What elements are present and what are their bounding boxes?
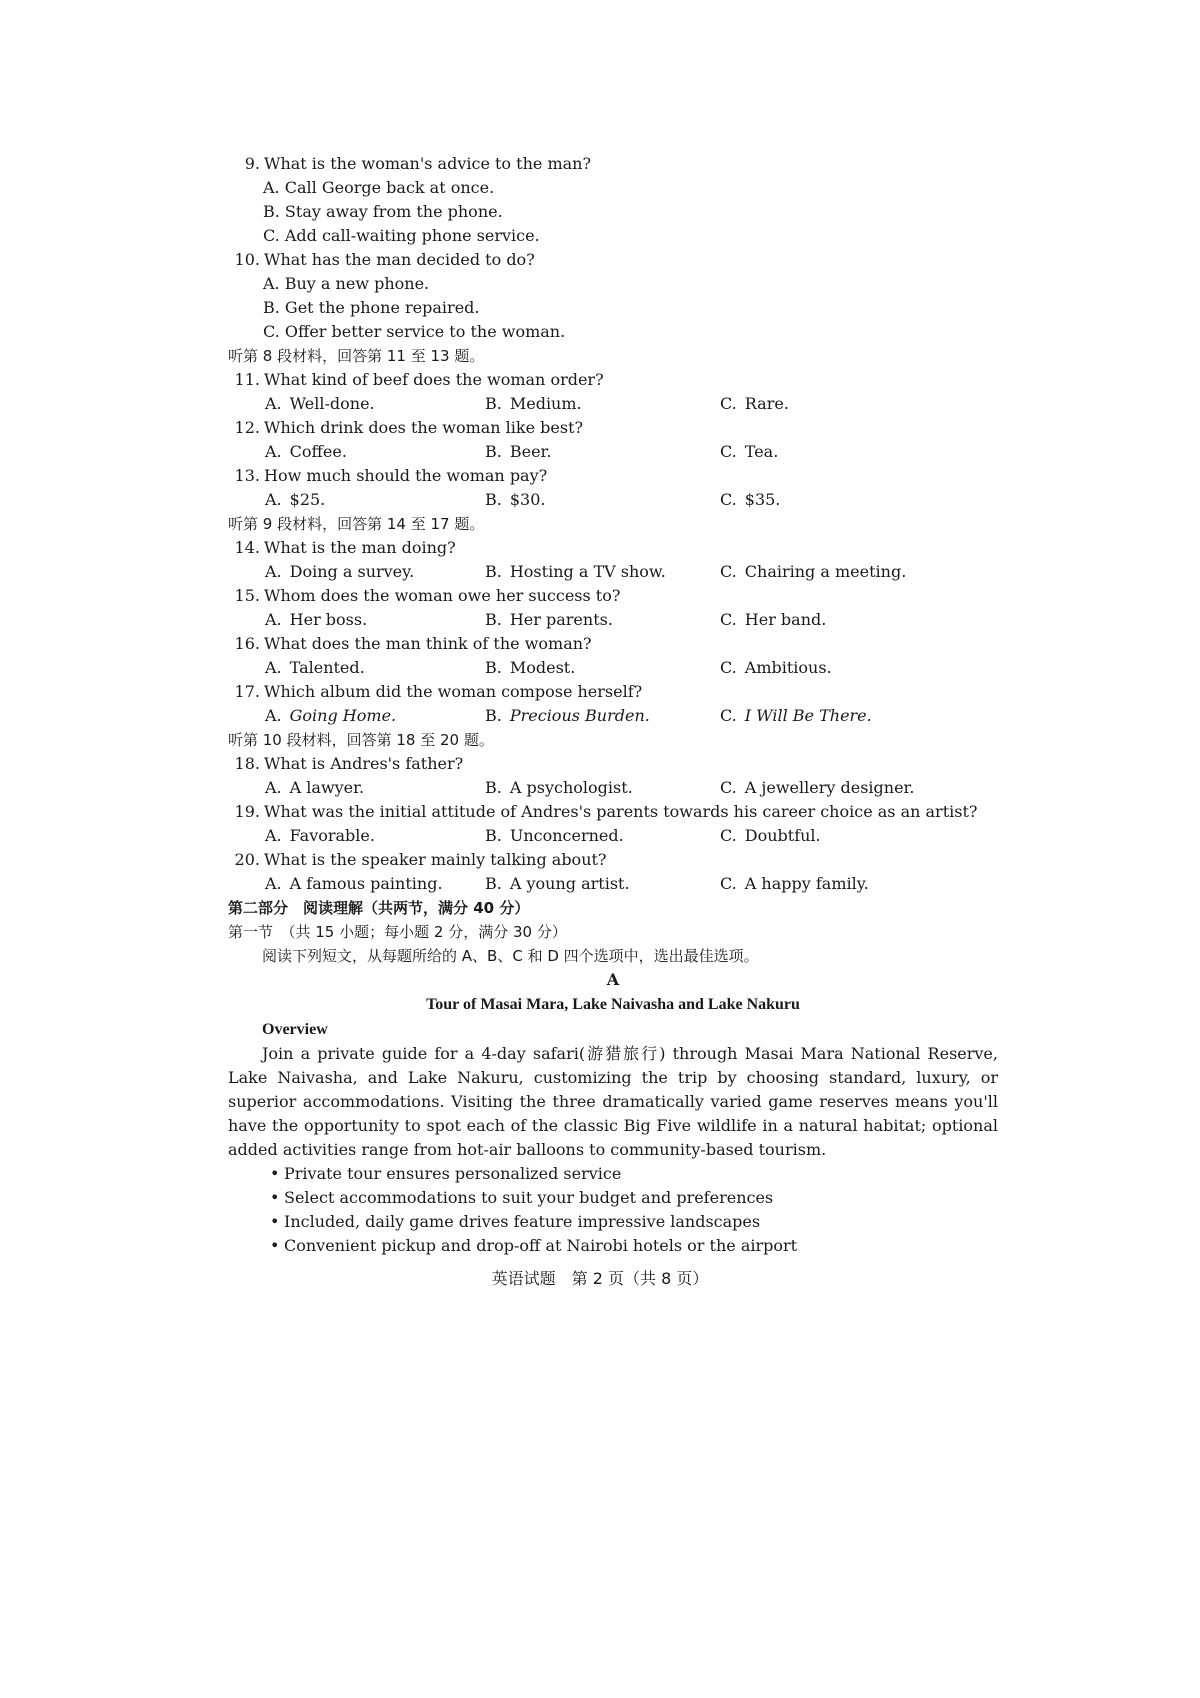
option-c: C. Her band. — [720, 610, 827, 629]
question-18 — [228, 752, 998, 776]
option-c: C. I Will Be There. — [720, 706, 872, 725]
option-b: B. $30. — [485, 490, 546, 509]
option-b: B. Unconcerned. — [485, 826, 624, 845]
option-a: A. A famous painting. — [265, 874, 443, 893]
options-row — [228, 560, 998, 584]
question-text: What kind of beef does the woman order? — [264, 370, 604, 389]
question-number: 19. — [234, 802, 260, 821]
question-15 — [228, 584, 998, 608]
question-text: What has the man decided to do? — [264, 250, 535, 269]
page-content — [228, 152, 998, 1258]
list-item: • Select accommodations to suit your budget and preferences — [270, 1186, 998, 1210]
question-text: What is the speaker mainly talking about? — [264, 850, 607, 869]
options-row — [228, 488, 998, 512]
option-c: C. Chairing a meeting. — [720, 562, 907, 581]
section-heading-8: 听第 8 段材料，回答第 11 至 13 题。 — [228, 347, 485, 365]
part2-instruction: 阅读下列短文，从每题所给的 A、B、C 和 D 四个选项中，选出最佳选项。 — [262, 947, 759, 965]
page-footer: 英语试题 第 2 页（共 8 页） — [491, 1269, 709, 1288]
question-12 — [228, 416, 998, 440]
option: A. Buy a new phone. — [263, 274, 430, 293]
option: A. Call George back at once. — [263, 178, 495, 197]
question-text: What is the woman's advice to the man? — [264, 154, 592, 173]
question-number: 13. — [234, 466, 260, 485]
option-a: A. Talented. — [265, 658, 365, 677]
options-row — [228, 656, 998, 680]
bullet-icon: • — [270, 1236, 280, 1255]
list-item: • Included, daily game drives feature impressive landscapes — [270, 1210, 998, 1234]
options-row — [228, 776, 998, 800]
question-text: Which drink does the woman like best? — [264, 418, 584, 437]
options-row — [228, 872, 998, 896]
question-number: 11. — [234, 370, 260, 389]
bullet-icon: • — [270, 1212, 280, 1231]
question-text: What is the man doing? — [264, 538, 456, 557]
option-a: A. Going Home. — [265, 706, 397, 725]
option-a: A. Coffee. — [265, 442, 347, 461]
option-c: C. Tea. — [720, 442, 779, 461]
question-16 — [228, 632, 998, 656]
option-b: B. Beer. — [485, 442, 552, 461]
option: C. Offer better service to the woman. — [263, 322, 566, 341]
question-number: 10. — [234, 250, 260, 269]
bullet-icon: • — [270, 1164, 280, 1183]
option-b: B. Her parents. — [485, 610, 613, 629]
option-c: C. Ambitious. — [720, 658, 832, 677]
option-c: C. A jewellery designer. — [720, 778, 915, 797]
option: C. Add call-waiting phone service. — [263, 226, 540, 245]
overview-heading: Overview — [262, 1021, 328, 1038]
question-17 — [228, 680, 998, 704]
options-row — [228, 440, 998, 464]
list-item: • Convenient pickup and drop-off at Nairobi hotels or the airport — [270, 1234, 998, 1258]
question-text: What was the initial attitude of Andres's parents towards his career choice as an artist? — [264, 802, 978, 821]
bullet-icon: • — [270, 1188, 280, 1207]
question-text: How much should the woman pay? — [264, 466, 548, 485]
question-text: Which album did the woman compose herself? — [264, 682, 643, 701]
part2-section1-heading: 第一节 （共 15 小题；每小题 2 分，满分 30 分） — [228, 923, 567, 941]
options-row — [228, 608, 998, 632]
option-c: C. Doubtful. — [720, 826, 821, 845]
option-c: C. Rare. — [720, 394, 789, 413]
list-item: • Private tour ensures personalized service — [270, 1162, 998, 1186]
question-13 — [228, 464, 998, 488]
question-number: 20. — [234, 850, 260, 869]
question-number: 15. — [234, 586, 260, 605]
question-11 — [228, 368, 998, 392]
options-row — [228, 392, 998, 416]
passage-letter: A — [606, 970, 620, 989]
question-20 — [228, 848, 998, 872]
question-number: 12. — [234, 418, 260, 437]
question-text: What is Andres's father? — [264, 754, 464, 773]
question-text: Whom does the woman owe her success to? — [264, 586, 621, 605]
option-b: B. Medium. — [485, 394, 582, 413]
question-number: 17. — [234, 682, 260, 701]
option-c: C. A happy family. — [720, 874, 869, 893]
option-a: A. Well-done. — [265, 394, 375, 413]
question-14 — [228, 536, 998, 560]
part2-heading: 第二部分 阅读理解（共两节，满分 40 分） — [228, 899, 530, 917]
option: B. Stay away from the phone. — [263, 202, 503, 221]
option-a: A. A lawyer. — [265, 778, 365, 797]
question-10 — [228, 248, 998, 272]
question-number: 9. — [244, 154, 260, 173]
option-b: B. Precious Burden. — [485, 706, 650, 725]
option-a: A. Her boss. — [265, 610, 368, 629]
option-a: A. $25. — [265, 490, 326, 509]
feature-list — [228, 1162, 998, 1258]
section-heading-9: 听第 9 段材料，回答第 14 至 17 题。 — [228, 515, 485, 533]
option-b: B. A young artist. — [485, 874, 630, 893]
option-b: B. Modest. — [485, 658, 576, 677]
question-9 — [228, 152, 998, 176]
option-b: B. Hosting a TV show. — [485, 562, 666, 581]
question-number: 14. — [234, 538, 260, 557]
question-number: 18. — [234, 754, 260, 773]
option-c: C. $35. — [720, 490, 781, 509]
passage-title: Tour of Masai Mara, Lake Naivasha and Lake Nakuru — [426, 996, 800, 1013]
options-row — [228, 704, 998, 728]
overview-paragraph: Join a private guide for a 4-day safari(游猎旅行) through Masai Mara National Reserve, Lake Naivasha, and Lake Nakuru, customizing the trip by choosing standard, luxury, or superior accommodations. Visiting the three dramatically varied game reserves means you'll have the opportunity to spot each of the classic Big Five wildlife in a natural habitat; optional added activities range from hot-air balloons to community-based tourism. — [228, 1044, 998, 1159]
option-b: B. A psychologist. — [485, 778, 633, 797]
question-19 — [228, 800, 998, 824]
option: B. Get the phone repaired. — [263, 298, 480, 317]
question-number: 16. — [234, 634, 260, 653]
options-row — [228, 824, 998, 848]
section-heading-10: 听第 10 段材料，回答第 18 至 20 题。 — [228, 731, 494, 749]
option-a: A. Favorable. — [265, 826, 375, 845]
option-a: A. Doing a survey. — [265, 562, 415, 581]
question-text: What does the man think of the woman? — [264, 634, 592, 653]
